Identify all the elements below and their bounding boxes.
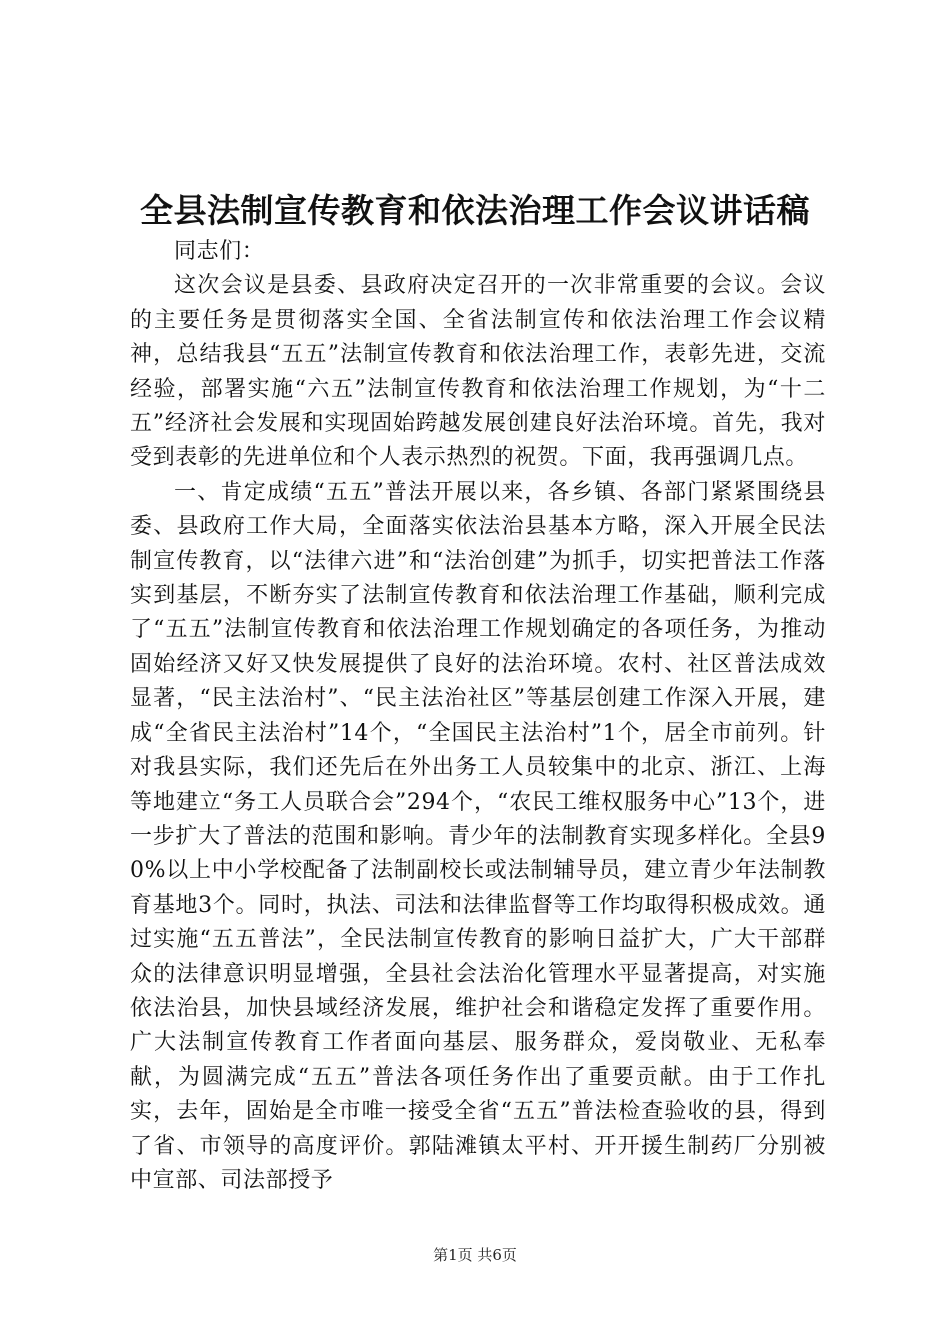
page-number-footer: 第1页 共6页 (433, 1246, 517, 1264)
paragraph-opening: 这次会议是县委、县政府决定召开的一次非常重要的会议。会议的主要任务是贯彻落实全国、全省法制宣传和依法治理工作会议精神，总结我县“五五”法制宣传教育和依法治理工作，表彰先进，交流经验，部署实施“六五”法制宣传教育和依法治理工作规划，为“十二五”经济社会发展和实现固始跨越发展创建良好法治环境。首先，我对受到表彰的先进单位和个人表示热烈的祝贺。下面，我再强调几点。 (130, 273, 826, 471)
document-title: 全县法制宣传教育和依法治理工作会议讲话稿 (140, 191, 810, 230)
paragraph-section-one: 一、肯定成绩“五五”普法开展以来，各乡镇、各部门紧紧围绕县委、县政府工作大局，全面落实依法治县基本方略，深入开展全民法制宣传教育，以“法律六进”和“法治创建”为抓手，切实把普法工作落实到基层，不断夯实了法制宣传教育和依法治理工作基础，顺利完成了“五五”法制宣传教育和依法治理工作规划确定的各项任务，为推动固始经济又好又快发展提供了良好的法治环境。农村、社区普法成效显著，“民主法治村”、“民主法治社区”等基层创建工作深入开展，建成“全省民主法治村”14个，“全国民主法治村”1个，居全市前列。针对我县实际，我们还先后在外出务工人员较集中的北京、浙江、上海等地建立“务工人员联合会”294个，“农民工维权服务中心”13个，进一步扩大了普法的范围和影响。青少年的法制教育实现多样化。全县90%以上中小学校配备了法制副校长或法制辅导员，建立青少年法制教育基地3个。同时，执法、司法和法律监督等工作均取得积极成效。通过实施“五五普法”，全民法制宣传教育的影响日益扩大，广大干部群众的法律意识明显增强，全县社会法治化管理水平显著提高，对实施依法治县，加快县域经济发展，维护社会和谐稳定发挥了重要作用。广大法制宣传教育工作者面向基层、服务群众，爱岗敬业、无私奉献，为圆满完成“五五”普法各项任务作出了重要贡献。由于工作扎实，去年，固始是全市唯一接受全省“五五”普法检查验收的县，得到了省、市领导的高度评价。郭陆滩镇太平村、开开援生制药厂分别被中宣部、司法部授予 (130, 479, 826, 1193)
salutation: 同志们： (174, 239, 265, 264)
document-body (130, 235, 826, 1198)
